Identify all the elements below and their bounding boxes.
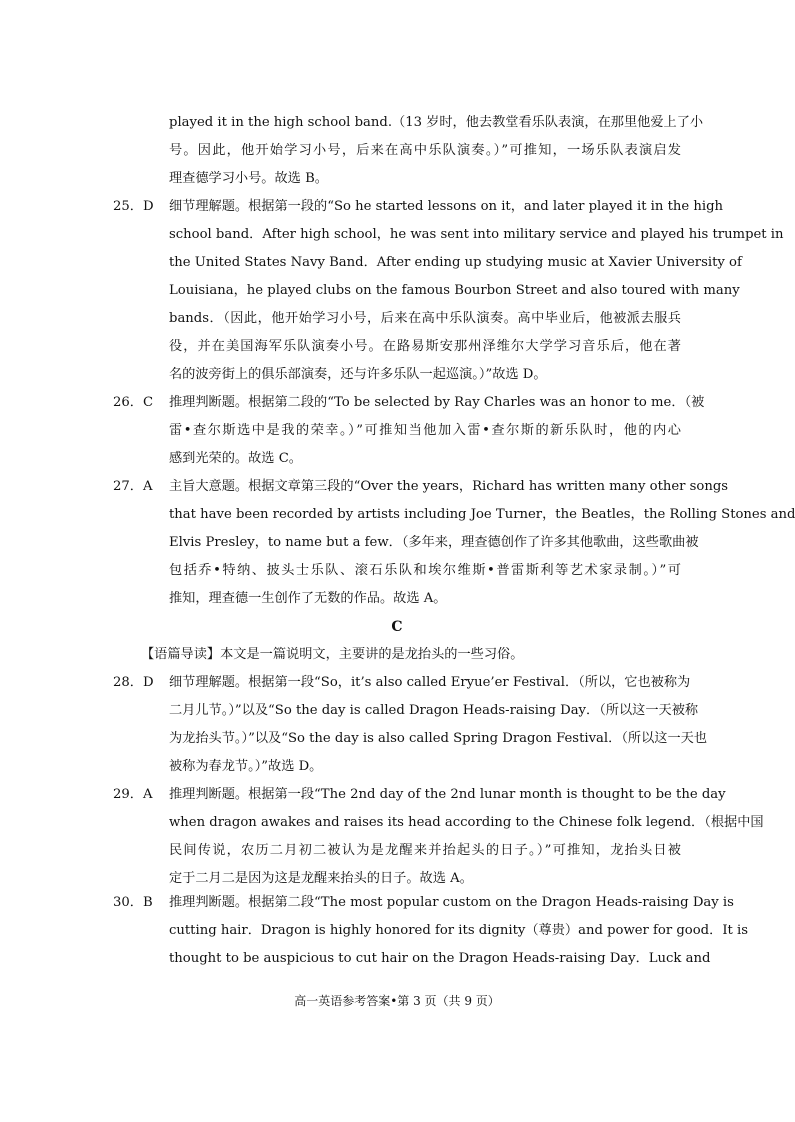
answer-letter: B — [143, 895, 153, 910]
text-line — [113, 669, 691, 697]
section-heading: C — [391, 619, 403, 635]
explanation-text: 主旨大意题。根据文章第三段的“Over the years，Richard has written many other songs — [169, 479, 729, 494]
text-line: 号。因此，他开始学习小号，后来在高中乐队演奏。）”可推知，一场乐队表演启发 — [169, 143, 681, 158]
explanation-text: 推理判断题。根据第二段的“To be selected by Ray Charles was an honor to me．（被 — [169, 395, 705, 410]
question-number: 26． — [113, 395, 143, 410]
question-number: 28． — [113, 675, 143, 690]
text-line: thought to be auspicious to cut hair on the Dragon Heads-raising Day．Luck and — [169, 951, 711, 966]
text-line — [113, 473, 729, 501]
explanation-text: 推理判断题。根据第一段“The 2nd day of the 2nd lunar month is thought to be the day — [169, 787, 726, 802]
explanation-text: 推理判断题。根据第二段“The most popular custom on the Dragon Heads-raising Day is — [169, 895, 734, 910]
text-line: 二月儿节。）”以及“So the day is called Dragon Heads-raising Day．（所以这一天被称 — [169, 703, 699, 718]
text-line: 包括乔•特纳、披头士乐队、滚石乐队和埃尔维斯•普雷斯利等艺术家录制。）”可 — [169, 563, 681, 578]
answer-letter: A — [143, 787, 153, 802]
text-line: 理查德学习小号。故选 B。 — [169, 171, 328, 186]
answer-letter: D — [143, 675, 154, 690]
answer-letter: A — [143, 479, 153, 494]
text-line: played it in the high school band.（13 岁时，他去教堂看乐队表演，在那里他爱上了小 — [169, 115, 704, 130]
explanation-text: 细节理解题。根据第一段“So，it’s also called Eryue’er Festival．（所以，它也被称为 — [169, 675, 691, 690]
question-number: 25． — [113, 199, 143, 214]
answer-item-25 — [113, 193, 784, 389]
answer-letter: D — [143, 199, 154, 214]
answer-item-27 — [113, 473, 795, 613]
question-number: 30． — [113, 895, 143, 910]
text-line — [113, 781, 726, 809]
text-line: 定于二月二是因为这是龙醒来抬头的日子。故选 A。 — [169, 871, 473, 886]
text-line: 为龙抬头节。）”以及“So the day is also called Spring Dragon Festival．（所以这一天也 — [169, 731, 708, 746]
text-line: cutting hair．Dragon is highly honored for its dignity（尊贵）and power for good．It is — [169, 923, 749, 938]
text-line: that have been recorded by artists including Joe Turner，the Beatles，the Rolling Stones and — [169, 507, 795, 522]
text-line: 被称为春龙节。）”故选 D。 — [169, 759, 323, 774]
text-line — [113, 389, 705, 417]
continuation-block — [113, 109, 704, 193]
answer-item-28 — [113, 669, 708, 781]
text-line — [113, 889, 734, 917]
text-line — [113, 193, 724, 221]
answer-letter: C — [143, 395, 154, 410]
text-line: the United States Navy Band．After ending up studying music at Xavier University of — [169, 255, 742, 270]
text-line: when dragon awakes and raises its head according to the Chinese folk legend．（根据中国 — [169, 815, 764, 830]
text-line: Elvis Presley，to name but a few．（多年来，理查德创作了许多其他歌曲，这些歌曲被 — [169, 535, 699, 550]
text-line: Louisiana，he played clubs on the famous Bourbon Street and also toured with many — [169, 283, 740, 298]
text-line: 雷•查尔斯选中是我的荣幸。）”可推知当他加入雷•查尔斯的新乐队时，他的内心 — [169, 423, 681, 438]
text-line: 役，并在美国海军乐队演奏小号。在路易斯安那州泽维尔大学学习音乐后，他在著 — [169, 339, 681, 354]
question-number: 27． — [113, 479, 143, 494]
text-line: 名的波旁街上的俱乐部演奏，还与许多乐队一起巡演。）”故选 D。 — [169, 367, 547, 382]
answer-item-29 — [113, 781, 764, 893]
answer-item-26 — [113, 389, 705, 473]
text-line: bands．（因此，他开始学习小号，后来在高中乐队演奏。高中毕业后，他被派去服兵 — [169, 311, 681, 326]
question-number: 29． — [113, 787, 143, 802]
explanation-text: 细节理解题。根据第一段的“So he started lessons on it，and later played it in the high — [169, 199, 724, 214]
text-line: 民间传说，农历二月初二被认为是龙醒来并抬起头的日子。）”可推知，龙抬头日被 — [169, 843, 681, 858]
page-footer: 高一英语参考答案•第 3 页（共 9 页） — [294, 994, 500, 1008]
text-line: 推知，理查德一生创作了无数的作品。故选 A。 — [169, 591, 447, 606]
text-line: school band．After high school，he was sent into military service and played his trumpet in — [169, 227, 784, 242]
passage-intro: 【语篇导读】本文是一篇说明文，主要讲的是龙抬头的一些习俗。 — [141, 647, 524, 662]
text-line: 感到光荣的。故选 C。 — [169, 451, 302, 466]
answer-item-30 — [113, 889, 749, 973]
